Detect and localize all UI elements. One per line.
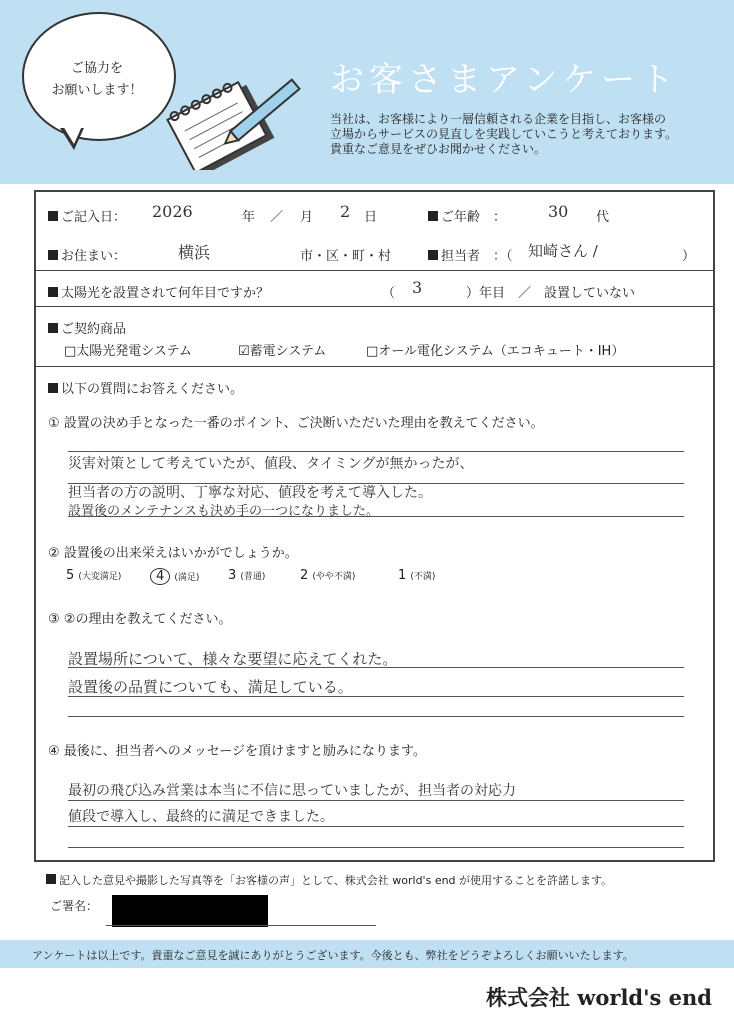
date-day-field[interactable]: 2	[340, 202, 351, 221]
solar-question: 太陽光を設置されて何年目ですか？	[48, 282, 269, 301]
date-label: ご記入日：	[48, 206, 126, 225]
question-3: ③ ②の理由を教えてください。	[48, 612, 232, 627]
rating-option-1[interactable]: 1 (不満)	[398, 568, 436, 583]
address-label: お住まい：	[48, 245, 126, 264]
rating-option-2[interactable]: 2 (やや不満)	[300, 568, 356, 583]
consent-note: 記入した意見や撮影した写真等を「お客様の声」として、株式会社 world's end が使用することを許諾します。	[46, 872, 612, 888]
rating-option-4[interactable]: 4 (満足)	[150, 568, 199, 585]
product-battery-checkbox[interactable]: ☑蓄電システム	[238, 344, 327, 359]
q4-answer-line[interactable]: 値段で導入し、最終的に満足できました。	[68, 809, 334, 825]
divider	[34, 270, 713, 271]
q1-answer-line[interactable]: 担当者の方の説明、丁寧な対応、値段を考えて導入した。	[68, 485, 432, 501]
q4-answer-line[interactable]: 最初の飛び込み営業は本当に不信に思っていましたが、担当者の対応力	[68, 783, 516, 799]
bubble-line-1: ご協力を	[70, 61, 123, 76]
product-allelectric-checkbox[interactable]: □オール電化システム（エコキュート・IH）	[366, 344, 625, 359]
solar-years-field[interactable]: 3	[412, 278, 423, 297]
q1-answer-line[interactable]: 設置後のメンテナンスも決め手の一つになりました。	[68, 504, 379, 519]
q3-answer-line[interactable]: 設置場所について、様々な要望に応えてくれた。	[68, 650, 398, 668]
signature-redaction	[112, 895, 268, 927]
divider	[34, 366, 713, 367]
q3-answer-line[interactable]: 設置後の品質についても、満足している。	[68, 678, 353, 696]
intro-text: 当社は、お客様により一層信頼される企業を目指し、お客様の 立場からサービスの見直しを実践していこうと考えております。 貴重なご意見をぜひお聞かせください。	[330, 112, 678, 156]
signature-line	[106, 925, 376, 926]
age-field[interactable]: 30	[548, 202, 569, 221]
rating-option-5[interactable]: 5 (大変満足)	[66, 568, 122, 583]
question-4: ④ 最後に、担当者へのメッセージを頂けますと励みになります。	[48, 744, 426, 759]
notepad-pencil-icon	[165, 70, 315, 170]
company-name: 株式会社 world's end	[486, 985, 712, 1010]
products-label: ご契約商品	[48, 318, 126, 337]
age-label: ご年齢 ：	[428, 206, 506, 225]
bubble-line-2: お願いします！	[51, 83, 143, 98]
question-2: ② 設置後の出来栄えはいかがでしょうか。	[48, 546, 298, 561]
divider	[34, 306, 713, 307]
signature-label: ご署名：	[50, 899, 99, 913]
address-field[interactable]: 横浜	[178, 243, 211, 262]
staff-field[interactable]: 知崎さん /	[528, 242, 598, 260]
date-year-field[interactable]: 2026	[152, 202, 193, 221]
q1-answer-line[interactable]: 災害対策として考えていたが、値段、タイミングが無かったが、	[68, 456, 474, 472]
thanks-text: アンケートは以上です。貴重なご意見を誠にありがとうございます。今後とも、弊社をどうぞよろしくお願いいたします。	[32, 949, 634, 962]
product-solar-checkbox[interactable]: □太陽光発電システム	[64, 344, 192, 359]
questions-header: 以下の質問にお答えください。	[48, 378, 243, 397]
speech-bubble-text	[22, 58, 172, 102]
staff-label: 担当者 ：（	[428, 245, 513, 264]
question-1: ① 設置の決め手となった一番のポイント、ご決断いただいた理由を教えてください。	[48, 416, 544, 431]
rating-option-3[interactable]: 3 (普通)	[228, 568, 266, 583]
page-title: お客さまアンケート	[330, 60, 679, 100]
